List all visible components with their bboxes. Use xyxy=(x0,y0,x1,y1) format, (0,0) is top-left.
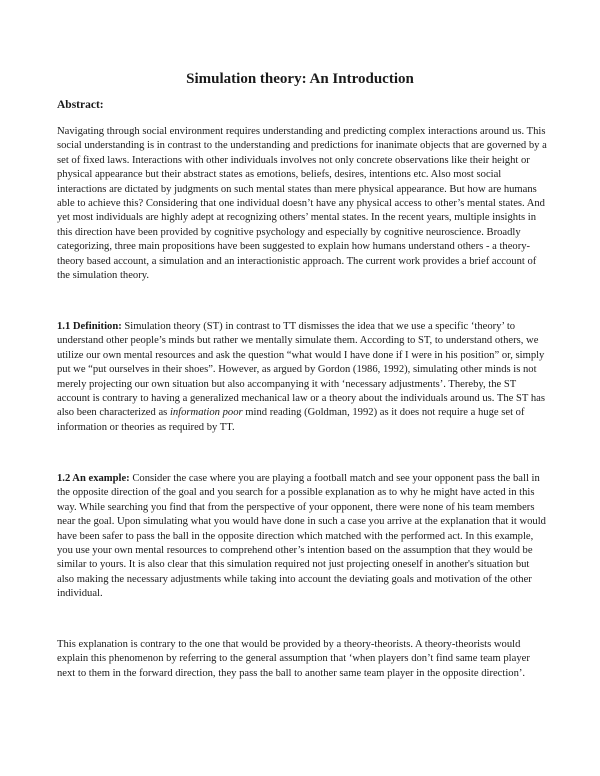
page-title: Simulation theory: An Introduction xyxy=(186,71,414,87)
example-paragraph xyxy=(57,472,547,602)
definition-text-after-emphasis: mind reading (Goldman, 1992) as it does not require a huge set of information or theories as required by TT. xyxy=(57,407,525,433)
example-text: Consider the case where you are playing a football match and see your opponent pass the ball in the opposite direction of the goal and you search for a possible explanation as to why he might have acted in this way. While searching you find that from the perspective of your opponent, there were none of his team members near the goal. Upon simulating what you would have done in such a case you arrive at the explanation that it would have been safer to pass the ball in the opposite direction which matched with the performed act. In this example, you use your own mental resources to comprehend other’s intention based on the assumption that they would be similar to yours. It is also clear that this simulation required not just projecting oneself in another's situation but also making the necessary adjustments while taking into account the deviating goals and motivation of the other individual. xyxy=(57,473,546,600)
definition-emphasis: information poor xyxy=(169,407,243,419)
definition-text-before-emphasis: Simulation theory (ST) in contrast to TT dismisses the idea that we use a specific ‘theory’ to understand other people’s minds but rather we mentally simulate them. According to ST, to understand others, we utilize our own mental resources and ask the question “what would I have done if I were in his position” or, simply put we “put ourselves in their shoes”. However, as argued by Gordon (1986, 1992), simulating other minds is not merely projecting our own situation but also accompanying it with ‘necessary adjustments’. Thereby, the ST account is contrary to having a generalized mechanical law or a theory about the individuals around us. The ST has also been characterized as xyxy=(57,321,545,419)
contrast-paragraph: This explanation is contrary to the one that would be provided by a theory-theorists. A theory-theorists would explain this phenomenon by referring to the general assumption that ‘when players don’t find same team player next to them in the forward direction, they pass the ball to another same team player in the opposite direction’. xyxy=(57,639,530,679)
definition-paragraph xyxy=(57,320,547,435)
example-label: 1.2 An example: xyxy=(57,473,130,484)
definition-label: 1.1 Definition: xyxy=(57,321,122,332)
abstract-heading: Abstract: xyxy=(57,99,104,111)
abstract-paragraph: Navigating through social environment requires understanding and predicting complex interactions around us. This social understanding is in contrast to the understanding and predictions for inanimate objects that are governed by a set of fixed laws. Interactions with other individuals involves not only concrete observations like their height or physical appearance but their abstract states as emotions, beliefs, desires, intentions etc. Also most social interactions are dictated by judgments on such mental states than mere physical appearance. But how are humans able to achieve this? Considering that one individual doesn’t have any physical access to other’s mental states. And yet most individuals are highly adept at recognizing others’ mental states. In the recent years, multiple insights in this direction have been provided by cognitive psychology and especially by cognitive neuroscience. Broadly categorizing, three main propositions have been suggested to explain how humans understand others - a theory-theory based account, a simulation and an interactionistic approach. The current work provides a brief account of the simulation theory. xyxy=(57,126,547,282)
